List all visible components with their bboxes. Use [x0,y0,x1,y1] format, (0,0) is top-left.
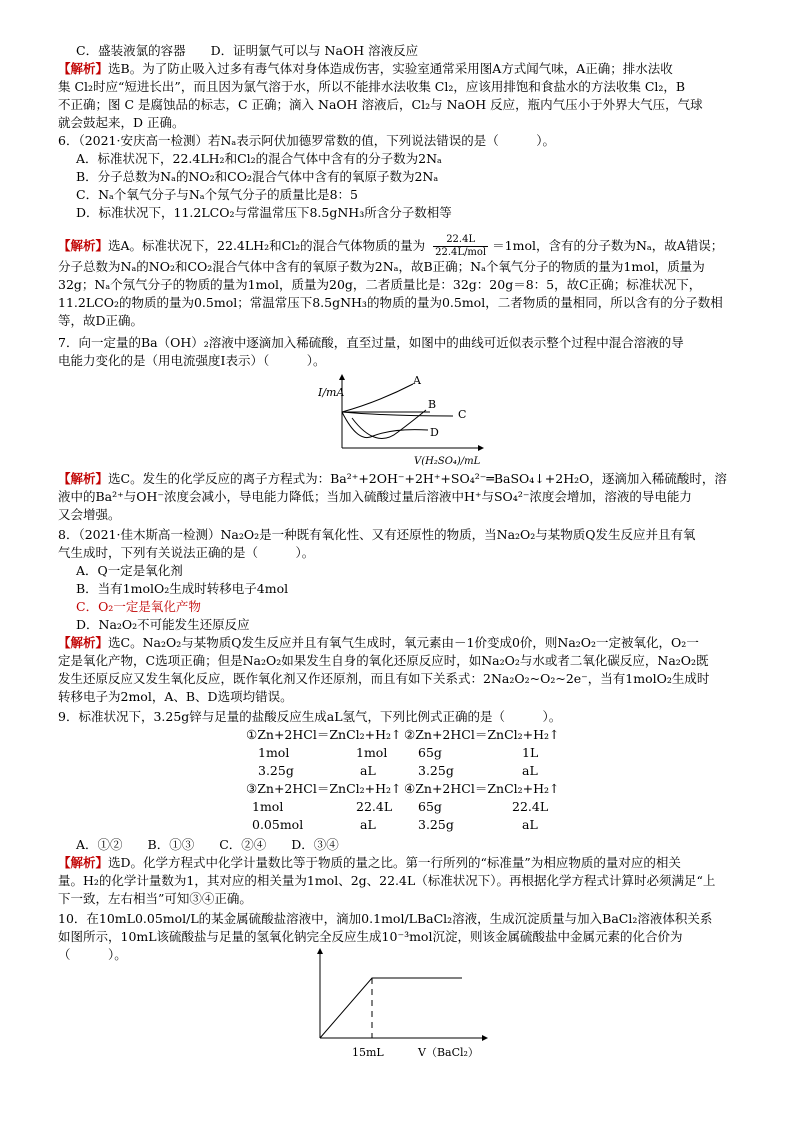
eq-cell: 1mol [252,799,284,814]
q7-stem-2: 电能力变化的是（用电流强度I表示）（ ）。 [58,353,326,368]
eq-cell: 3.25g [418,817,454,832]
q6-analysis-1: 【解析】选A。标准状况下，22.4LH₂和Cl₂的混合气体物质的量为 22.4L 22.4L/mol ＝1mol，含有的分子数为Nₐ，故A错误； [58,234,724,258]
q6-option-d: D．标准状况下，11.2LCO₂与常温常压下8.5gNH₃所含分子数相等 [76,205,452,220]
q10-xlabel: V（BaCl₂） [418,1046,479,1059]
q7-conductivity-figure [318,372,488,468]
eq-cell: 65g [418,745,442,760]
eq-cell: 1mol [356,745,388,760]
q6-option-b: B．分子总数为Nₐ的NO₂和CO₂混合气体中含有的氧原子数为2Nₐ [76,169,439,184]
eq-cell: aL [360,817,376,832]
q7-curve-a: A [413,374,421,387]
eq-2: ②Zn+2HCl＝ZnCl₂+H₂↑ [404,727,560,742]
q8-option-a: A．Q一定是氧化剂 [76,563,183,578]
q6-option-c: C．Nₐ个氧气分子与Nₐ个氖气分子的质量比是8：5 [76,187,358,202]
eq-cell: 1L [522,745,539,760]
q9-analysis-1: 【解析】选D。化学方程式中化学计量数比等于物质的量之比。第一行所列的“标准量”为相应物质的量对应的相关 [58,855,681,870]
q5-analysis-4: 就会鼓起来，D 正确。 [58,115,185,130]
eq-cell: aL [360,763,376,778]
analysis-tag: 【解析】 [58,471,109,486]
q5-analysis-1: 【解析】选B。为了防止吸入过多有毒气体对身体造成伤害，实验室通常采用图A方式闻气味，A正确；排水法收 [58,61,673,76]
q7-analysis-1: 【解析】选C。发生的化学反应的离子方程式为：Ba²⁺+2OH⁻+2H⁺+SO₄²⁻═BaSO₄↓+2H₂O，逐滴加入稀硫酸时，溶 [58,471,727,486]
q7-analysis-3: 又会增强。 [58,507,121,522]
q5-option-cd: C．盛装液氯的容器 D．证明氯气可以与 NaOH 溶液反应 [76,43,419,58]
eq-cell: 0.05mol [252,817,304,832]
analysis-tag: 【解析】 [58,635,109,650]
eq-cell: 1mol [258,745,290,760]
q7-curve-c: C [458,408,467,421]
analysis-tag: 【解析】 [58,855,109,870]
q7-curve-b: B [428,398,437,411]
eq-cell: 3.25g [258,763,294,778]
q9-stem: 9．标准状况下，3.25g锌与足量的盐酸反应生成aL氢气，下列比例式正确的是（ ）。 [58,709,562,724]
q6-stem: 6．（2021·安庆高一检测）若Nₐ表示阿伏加德罗常数的值，下列说法错误的是（ ）。 [58,133,555,148]
q7-ylabel: I/mA [318,386,345,399]
q8-analysis-3: 发生还原反应又发生氧化反应，既作氧化剂又作还原剂，而且有如下关系式：2Na₂O₂~O₂~2e⁻，当有1molO₂生成时 [58,671,710,686]
q8-stem-1: 8．（2021·佳木斯高一检测）Na₂O₂是一种既有氧化性、又有还原性的物质，当Na₂O₂与某物质Q发生反应并且有氧 [58,527,696,542]
analysis-tag: 【解析】 [58,238,109,253]
q6-option-a: A．标准状况下，22.4LH₂和Cl₂的混合气体中含有的分子数为2Nₐ [76,151,442,166]
eq-cell: 22.4L [356,799,393,814]
q10-precipitate-figure [300,948,500,1060]
eq-cell: aL [522,817,538,832]
q10-tick: 15mL [352,1046,384,1059]
q6-analysis-4: 11.2LCO₂的物质的量为0.5mol；常温常压下8.5gNH₃的物质的量为0.5mol，二者物质的量相同，所以含有的分子数相 [58,295,723,310]
q7-curve-d: D [430,426,439,439]
q8-option-c: C．O₂一定是氧化产物 [76,599,201,614]
eq-cell: 3.25g [418,763,454,778]
q8-analysis-4: 转移电子为2mol，A、B、D选项均错误。 [58,689,293,704]
q5-analysis-2: 集 Cl₂时应“短进长出”，而且因为氯气溶于水，所以不能排水法收集 Cl₂，应该用排饱和食盐水的方法收集 Cl₂，B [58,79,686,94]
q10-stem-2: 如图所示，10mL该硫酸盐与足量的氢氧化钠完全反应生成10⁻³mol沉淀，则该金属硫酸盐中金属元素的化合价为 [58,929,683,944]
eq-1: ①Zn+2HCl＝ZnCl₂+H₂↑ [246,727,402,742]
q8-option-d: D．Na₂O₂不可能发生还原反应 [76,617,250,632]
q8-analysis-2: 定是氧化产物，C选项正确；但是Na₂O₂如果发生自身的氧化还原反应时，如Na₂O₂与水或者二氧化碳反应，Na₂O₂既 [58,653,709,668]
q8-option-b: B．当有1molO₂生成时转移电子4mol [76,581,289,596]
eq-4: ④Zn+2HCl＝ZnCl₂+H₂↑ [404,781,560,796]
q7-xlabel: V(H₂SO₄)/mL [414,456,481,467]
eq-cell: 65g [418,799,442,814]
q10-stem-1: 10．在10mL0.05mol/L的某金属硫酸盐溶液中，滴加0.1mol/LBaCl₂溶液，生成沉淀质量与加入BaCl₂溶液体积关系 [58,911,713,926]
q8-stem-2: 气生成时，下列有关说法正确的是（ ）。 [58,545,315,560]
eq-cell: 22.4L [512,799,549,814]
q9-analysis-2: 量。H₂的化学计量数为1，其对应的相关量为1mol、2g、22.4L（标准状况下）。再根据化学方程式计算时必须满足“上 [58,873,716,888]
analysis-tag: 【解析】 [58,61,109,76]
q6-analysis-5: 等，故D正确。 [58,313,144,328]
q8-analysis-1: 【解析】选C。Na₂O₂与某物质Q发生反应并且有氧气生成时，氧元素由－1价变成0价，则Na₂O₂一定被氧化，O₂一 [58,635,699,650]
q7-analysis-2: 液中的Ba²⁺与OH⁻浓度会减小，导电能力降低；当加入硫酸过量后溶液中H⁺与SO₄²⁻浓度会增加，溶液的导电能力 [58,489,692,504]
eq-cell: aL [522,763,538,778]
q6-analysis-2: 分子总数为Nₐ的NO₂和CO₂混合气体中含有的氧原子数为2Nₐ，故B正确；Nₐ个氧气分子的物质的量为1mol，质量为 [58,259,705,274]
q10-stem-3: （ ）。 [58,947,127,962]
q6-analysis-3: 32g；Nₐ个氖气分子的物质的量为1mol，质量为20g，二者质量比是：32g：20g＝8：5，故C正确；标准状况下， [58,277,702,292]
q9-analysis-3: 下一致，左右相当”可知③④正确。 [58,891,252,906]
q9-options: A．①② B．①③ C．②④ D．③④ [76,837,339,852]
eq-3: ③Zn+2HCl＝ZnCl₂+H₂↑ [246,781,402,796]
q7-stem-1: 7．向一定量的Ba（OH）₂溶液中逐滴加入稀硫酸，直至过量，如图中的曲线可近似表示整个过程中混合溶液的导 [58,335,684,350]
q5-analysis-3: 不正确；图 C 是腐蚀品的标志，C 正确；滴入 NaOH 溶液后，Cl₂与 NaOH 反应，瓶内气压小于外界大气压，气球 [58,97,703,112]
fraction: 22.4L 22.4L/mol [435,234,487,258]
